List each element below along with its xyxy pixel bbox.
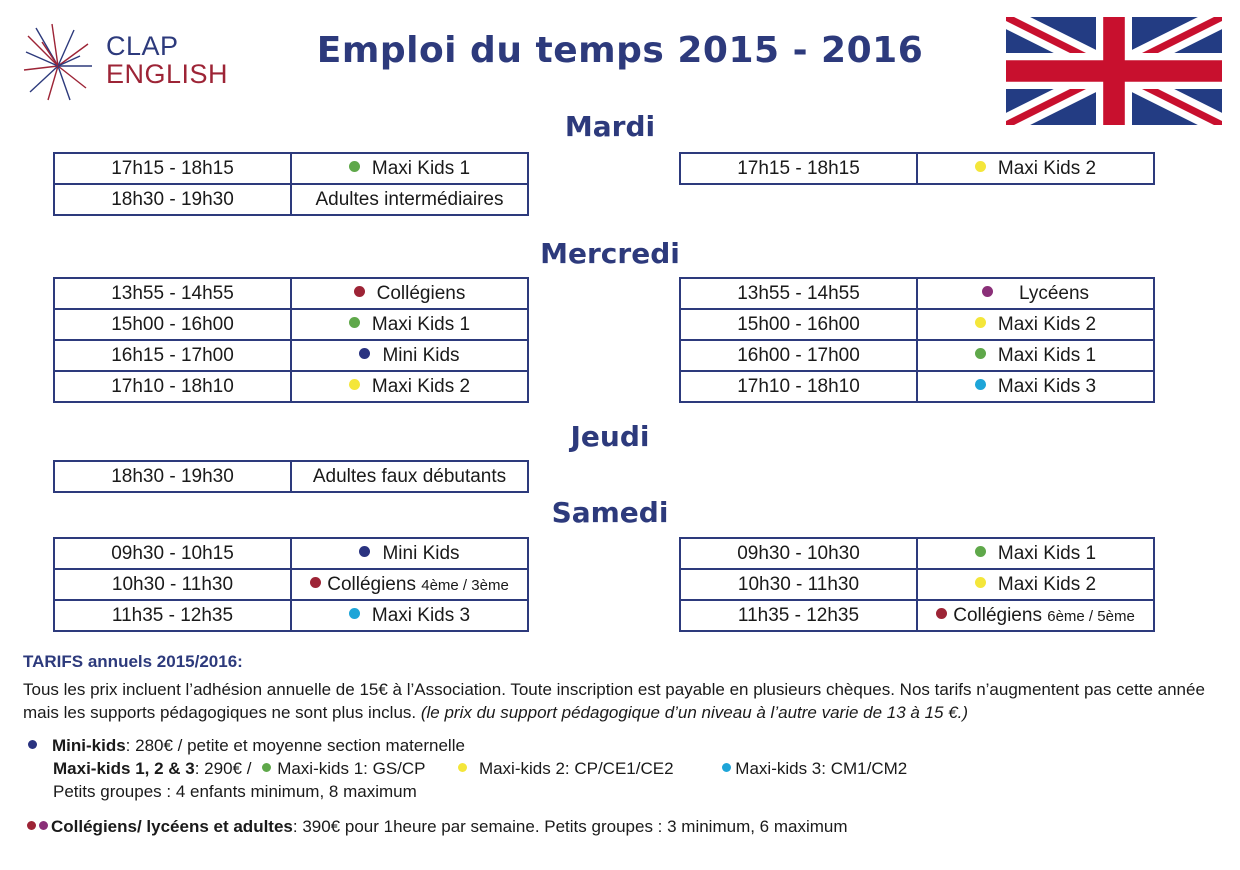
uk-flag-icon	[1006, 17, 1222, 125]
red-dot-icon	[27, 821, 36, 830]
course-cell: Mini Kids	[291, 538, 528, 569]
purple-dot-icon	[39, 821, 48, 830]
course-cell: Collégiens 4ème / 3ème	[291, 569, 528, 600]
green-dot-icon	[349, 161, 360, 172]
time-cell: 09h30 - 10h30	[680, 538, 917, 569]
time-cell: 10h30 - 11h30	[54, 569, 291, 600]
course-cell: Maxi Kids 1	[917, 538, 1154, 569]
course-cell: Collégiens 6ème / 5ème	[917, 600, 1154, 631]
time-cell: 16h15 - 17h00	[54, 340, 291, 371]
course-cell: Maxi Kids 1	[291, 309, 528, 340]
red-dot-icon	[354, 286, 365, 297]
course-cell: Maxi Kids 2	[917, 569, 1154, 600]
yellow-dot-icon	[458, 763, 467, 772]
tarif-mini-kids: Mini-kids: 280€ / petite et moyenne section maternelle	[28, 734, 465, 757]
cyan-dot-icon	[349, 608, 360, 619]
table-row	[680, 538, 1154, 569]
tarifs-heading: TARIFS annuels 2015/2016:	[23, 652, 243, 671]
yellow-dot-icon	[349, 379, 360, 390]
navy-dot-icon	[28, 740, 37, 749]
day-heading-mercredi: Mercredi	[540, 237, 680, 270]
table-row	[54, 340, 528, 371]
course-cell: Maxi Kids 1	[917, 340, 1154, 371]
time-cell: 17h15 - 18h15	[54, 153, 291, 184]
time-cell: 17h15 - 18h15	[680, 153, 917, 184]
course-cell: Maxi Kids 3	[917, 371, 1154, 402]
course-cell: Maxi Kids 1	[291, 153, 528, 184]
day-heading-samedi: Samedi	[551, 496, 669, 529]
day-heading-jeudi: Jeudi	[570, 420, 650, 453]
time-cell: 13h55 - 14h55	[680, 278, 917, 309]
course-cell: Collégiens	[291, 278, 528, 309]
schedule-table	[53, 537, 529, 632]
tarif-groups-kids: Petits groupes : 4 enfants minimum, 8 maximum	[53, 782, 417, 801]
page-title: Emploi du temps 2015 - 2016	[316, 30, 924, 71]
schedule-table	[679, 277, 1155, 403]
table-row	[54, 538, 528, 569]
table-row	[680, 569, 1154, 600]
tarif-college-adults: Collégiens/ lycéens et adultes: 390€ pour 1heure par semaine. Petits groupes : 3 minimum, 6 maximum	[27, 815, 848, 838]
green-dot-icon	[975, 546, 986, 557]
table-row	[54, 600, 528, 631]
course-cell: Maxi Kids 2	[291, 371, 528, 402]
course-cell: Maxi Kids 2	[917, 309, 1154, 340]
table-row	[54, 278, 528, 309]
green-dot-icon	[262, 763, 271, 772]
yellow-dot-icon	[975, 577, 986, 588]
purple-dot-icon	[982, 286, 993, 297]
time-cell: 18h30 - 19h30	[54, 184, 291, 215]
schedule-table	[53, 277, 529, 403]
green-dot-icon	[349, 317, 360, 328]
day-heading-mardi: Mardi	[564, 110, 656, 143]
schedule-table	[679, 537, 1155, 632]
time-cell: 11h35 - 12h35	[680, 600, 917, 631]
time-cell: 13h55 - 14h55	[54, 278, 291, 309]
schedule-table	[53, 460, 529, 493]
table-row	[54, 153, 528, 184]
time-cell: 17h10 - 18h10	[680, 371, 917, 402]
tarifs-intro: Tous les prix incluent l’adhésion annuelle de 15€ à l’Association. Toute inscription est payable en plusieurs chèques. Nos tarifs n’augmentent pas cette année mais les supports pédagogiques ne sont plus inclus. (le prix du support pédagogique d’un niveau à l’autre varie de 13 à 15 €.)	[23, 680, 1205, 722]
yellow-dot-icon	[975, 317, 986, 328]
course-cell: Adultes intermédiaires	[291, 184, 528, 215]
cyan-dot-icon	[722, 763, 731, 772]
course-cell: Mini Kids	[291, 340, 528, 371]
schedule-table	[53, 152, 529, 216]
logo-line-2: ENGLISH	[106, 59, 229, 89]
logo-line-1: CLAP	[106, 31, 179, 61]
yellow-dot-icon	[975, 161, 986, 172]
table-row	[54, 371, 528, 402]
time-cell: 15h00 - 16h00	[54, 309, 291, 340]
green-dot-icon	[975, 348, 986, 359]
navy-dot-icon	[359, 546, 370, 557]
time-cell: 17h10 - 18h10	[54, 371, 291, 402]
red-dot-icon	[936, 608, 947, 619]
schedule-table	[679, 152, 1155, 185]
table-row	[54, 461, 528, 492]
time-cell: 09h30 - 10h15	[54, 538, 291, 569]
table-row	[680, 153, 1154, 184]
tarifs-intro-note: (le prix du support pédagogique d’un niveau à l’autre varie de 13 à 15 €.)	[420, 703, 969, 722]
navy-dot-icon	[359, 348, 370, 359]
tarif-maxi-kids: Maxi-kids 1, 2 & 3: 290€ / Maxi-kids 1: GS/CP Maxi-kids 2: CP/CE1/CE2 Maxi-kids 3: CM1/CM2	[53, 759, 908, 778]
time-cell: 18h30 - 19h30	[54, 461, 291, 492]
course-cell: Lycéens	[917, 278, 1154, 309]
time-cell: 16h00 - 17h00	[680, 340, 917, 371]
time-cell: 15h00 - 16h00	[680, 309, 917, 340]
table-row	[54, 569, 528, 600]
course-cell: Adultes faux débutants	[291, 461, 528, 492]
cyan-dot-icon	[975, 379, 986, 390]
table-row	[54, 309, 528, 340]
time-cell: 10h30 - 11h30	[680, 569, 917, 600]
course-cell: Maxi Kids 2	[917, 153, 1154, 184]
table-row	[54, 184, 528, 215]
table-row	[680, 309, 1154, 340]
red-dot-icon	[310, 577, 321, 588]
table-row	[680, 278, 1154, 309]
table-row	[680, 340, 1154, 371]
table-row	[680, 371, 1154, 402]
course-cell: Maxi Kids 3	[291, 600, 528, 631]
time-cell: 11h35 - 12h35	[54, 600, 291, 631]
table-row	[680, 600, 1154, 631]
